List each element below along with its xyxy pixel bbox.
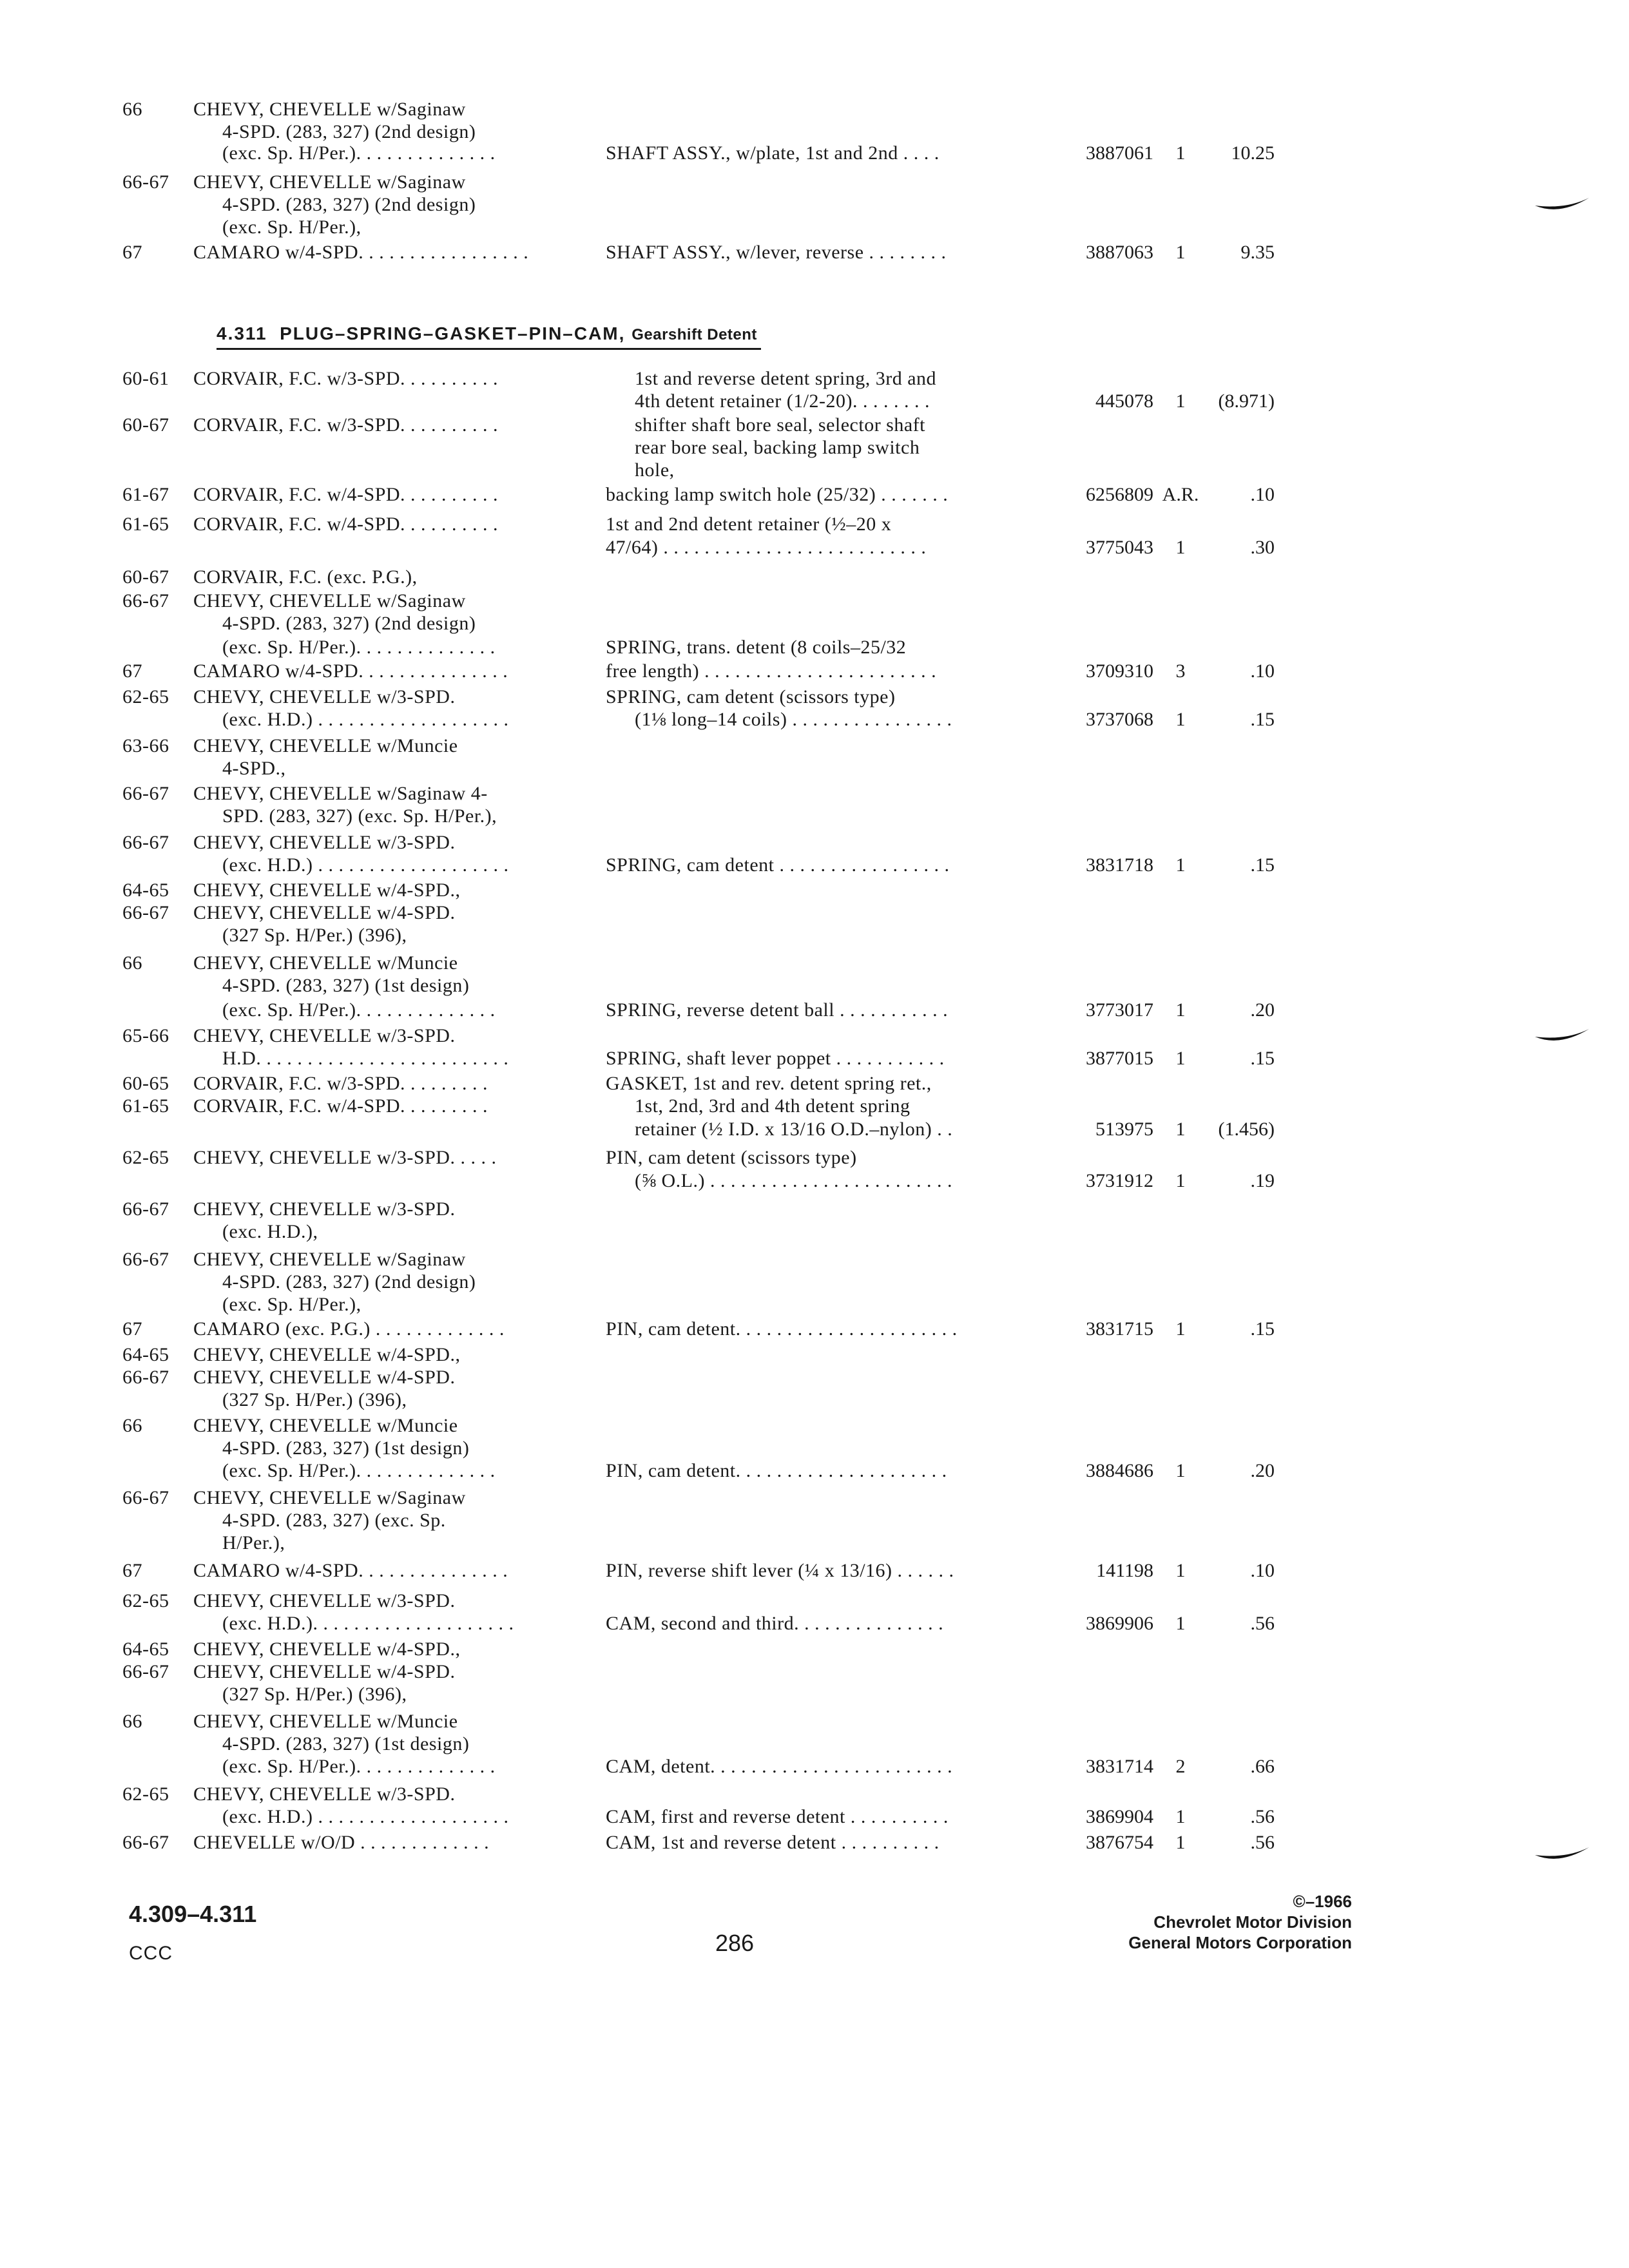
description-cell: 1st, 2nd, 3rd and 4th detent spring (635, 1095, 911, 1117)
price-cell: 10.25 (1231, 142, 1275, 164)
section-heading (217, 320, 761, 350)
table-row (0, 240, 1629, 265)
quantity-cell: 1 (1175, 1613, 1186, 1634)
table-row (0, 1588, 1629, 1614)
application-cell: H/Per.), (222, 1532, 285, 1553)
application-cell: (327 Sp. H/Per.) (396), (222, 925, 407, 946)
year-cell: 60-67 (122, 566, 169, 588)
description-cell: 4th detent retainer (1/2-20). . . . . . . . (635, 390, 930, 412)
application-cell: CHEVY, CHEVELLE w/3-SPD. (193, 1783, 456, 1805)
application-cell: CHEVY, CHEVELLE w/4-SPD., (193, 879, 461, 901)
table-row (0, 1659, 1629, 1685)
application-cell: CHEVY, CHEVELLE w/3-SPD. (193, 686, 456, 707)
year-cell: 61-65 (122, 514, 169, 535)
copyright-block (1128, 1891, 1352, 1953)
quantity-cell: 1 (1175, 537, 1186, 558)
year-cell: 66 (122, 1415, 142, 1436)
table-row (0, 781, 1629, 807)
description-cell: SHAFT ASSY., w/plate, 1st and 2nd . . . . (606, 142, 940, 164)
price-cell: .20 (1250, 1460, 1275, 1481)
part-number-cell: 3737068 (1086, 709, 1153, 730)
table-row (0, 564, 1629, 590)
application-cell: CHEVY, CHEVELLE w/Muncie (193, 1711, 458, 1732)
description-cell: retainer (½ I.D. x 13/16 O.D.–nylon) . . (635, 1119, 953, 1140)
application-cell: CHEVY, CHEVELLE w/4-SPD., (193, 1639, 461, 1660)
table-row (0, 169, 1629, 195)
year-cell: 67 (122, 1318, 142, 1340)
quantity-cell: 1 (1175, 1832, 1186, 1853)
year-cell: 66-67 (122, 832, 169, 853)
part-number-cell: 3877015 (1086, 1048, 1153, 1069)
table-row (0, 535, 1629, 561)
application-cell: 4-SPD., (222, 758, 286, 779)
description-cell: SPRING, reverse detent ball . . . . . . . . . . . (606, 999, 949, 1021)
table-row (0, 1754, 1629, 1780)
application-cell: CAMARO w/4-SPD. . . . . . . . . . . . . . . (193, 660, 508, 682)
description-cell: CAM, detent. . . . . . . . . . . . . . . . . . . . . . . . (606, 1756, 953, 1777)
application-cell: 4-SPD. (283, 327) (2nd design) (222, 121, 476, 142)
quantity-cell: 1 (1175, 1318, 1186, 1340)
page-number: 286 (715, 1930, 755, 1956)
table-row (0, 512, 1629, 537)
table-row (0, 1637, 1629, 1662)
part-number-cell: 3887061 (1086, 142, 1153, 164)
table-row (0, 588, 1629, 614)
description-cell: 1st and 2nd detent retainer (½–20 x (606, 514, 892, 535)
table-row (0, 1782, 1629, 1807)
table-row (0, 1508, 1629, 1533)
year-cell: 62-65 (122, 686, 169, 707)
application-cell: CHEVY, CHEVELLE w/4-SPD. (193, 1367, 456, 1388)
table-row (0, 1485, 1629, 1511)
price-cell: .10 (1250, 1560, 1275, 1581)
copyright-division: Chevrolet Motor Division (1153, 1912, 1352, 1932)
section-subtitle: Gearshift Detent (631, 326, 757, 343)
part-number-cell: 3709310 (1086, 660, 1153, 682)
application-cell: CORVAIR, F.C. w/3-SPD. . . . . . . . . . (193, 368, 499, 389)
application-cell: CHEVY, CHEVELLE w/4-SPD. (193, 902, 456, 923)
quantity-cell: 1 (1175, 242, 1186, 263)
quantity-cell: 1 (1175, 390, 1186, 412)
table-row (0, 1316, 1629, 1342)
table-row (0, 830, 1629, 856)
table-row (0, 635, 1629, 660)
description-cell: PIN, cam detent. . . . . . . . . . . . . . . . . . . . . . (606, 1318, 958, 1340)
binding-mark-icon (1534, 1840, 1592, 1865)
description-cell: (⅝ O.L.) . . . . . . . . . . . . . . . . . . . . . . . . (635, 1170, 952, 1191)
application-cell: (327 Sp. H/Per.) (396), (222, 1684, 407, 1705)
description-cell: CAM, second and third. . . . . . . . . . . . . . . (606, 1613, 944, 1634)
price-cell: .10 (1250, 484, 1275, 505)
price-cell: (1.456) (1218, 1119, 1275, 1140)
quantity-cell: 1 (1175, 1460, 1186, 1481)
table-row (0, 1365, 1629, 1390)
quantity-cell: 1 (1175, 1560, 1186, 1581)
table-row (0, 852, 1629, 878)
application-cell: CHEVY, CHEVELLE w/3-SPD. (193, 1590, 456, 1611)
application-cell: CHEVY, CHEVELLE w/Muncie (193, 735, 458, 756)
description-cell: rear bore seal, backing lamp switch (635, 437, 920, 458)
year-cell: 67 (122, 242, 142, 263)
year-cell: 66-67 (122, 902, 169, 923)
year-cell: 60-67 (122, 414, 169, 436)
description-cell: SPRING, trans. detent (8 coils–25/32 (606, 637, 907, 658)
price-cell: .15 (1250, 1318, 1275, 1340)
application-cell: 4-SPD. (283, 327) (2nd design) (222, 613, 476, 634)
table-row (0, 1709, 1629, 1735)
price-cell: (8.971) (1218, 390, 1275, 412)
application-cell: (exc. Sp. H/Per.), (222, 216, 361, 238)
table-row (0, 366, 1629, 392)
description-cell: free length) . . . . . . . . . . . . . . . . . . . . . . . (606, 660, 937, 682)
application-cell: SPD. (283, 327) (exc. Sp. H/Per.), (222, 805, 497, 827)
year-cell: 62-65 (122, 1147, 169, 1168)
application-cell: CHEVY, CHEVELLE w/4-SPD., (193, 1344, 461, 1365)
application-cell: CHEVY, CHEVELLE w/3-SPD. (193, 1198, 456, 1220)
part-number-cell: 445078 (1095, 390, 1153, 412)
price-cell: .56 (1250, 1806, 1275, 1827)
application-cell: CHEVY, CHEVELLE w/Saginaw (193, 171, 466, 193)
table-row (0, 733, 1629, 759)
part-number-cell: 3731912 (1086, 1170, 1153, 1191)
application-cell: CORVAIR, F.C. (exc. P.G.), (193, 566, 418, 588)
table-row (0, 1046, 1629, 1072)
application-cell: (exc. Sp. H/Per.). . . . . . . . . . . . . . (222, 1756, 496, 1777)
quantity-cell: 1 (1175, 1170, 1186, 1191)
table-row (0, 756, 1629, 782)
table-row (0, 1219, 1629, 1245)
part-number-cell: 3773017 (1086, 999, 1153, 1021)
price-cell: .15 (1250, 854, 1275, 876)
table-row (0, 900, 1629, 926)
table-row (0, 1436, 1629, 1461)
application-cell: (exc. H.D.) . . . . . . . . . . . . . . . . . . . (222, 854, 509, 876)
description-cell: hole, (635, 459, 675, 481)
table-row (0, 412, 1629, 438)
description-cell: SHAFT ASSY., w/lever, reverse . . . . . . . . (606, 242, 947, 263)
application-cell: CHEVY, CHEVELLE w/Muncie (193, 952, 458, 974)
description-cell: PIN, reverse shift lever (¼ x 13/16) . . . . . . (606, 1560, 954, 1581)
year-cell: 67 (122, 1560, 142, 1581)
copyright-corporation: General Motors Corporation (1128, 1933, 1352, 1952)
table-row (0, 1196, 1629, 1222)
application-cell: CHEVY, CHEVELLE w/3-SPD. . . . . (193, 1147, 497, 1168)
application-cell: 4-SPD. (283, 327) (1st design) (222, 975, 470, 996)
section-number: 4.311 (217, 323, 267, 343)
table-row (0, 1611, 1629, 1637)
description-cell: SPRING, cam detent . . . . . . . . . . . . . . . . . (606, 854, 950, 876)
year-cell: 64-65 (122, 879, 169, 901)
price-cell: .10 (1250, 660, 1275, 682)
part-number-cell: 3831714 (1086, 1756, 1153, 1777)
application-cell: (exc. Sp. H/Per.), (222, 1294, 361, 1315)
description-cell: 1st and reverse detent spring, 3rd and (635, 368, 937, 389)
description-cell: CAM, 1st and reverse detent . . . . . . . . . . (606, 1832, 940, 1853)
table-row (0, 389, 1629, 414)
description-cell: (1⅛ long–14 coils) . . . . . . . . . . . . . . . . (635, 709, 952, 730)
application-cell: CHEVY, CHEVELLE w/Saginaw (193, 1487, 466, 1508)
year-cell: 61-65 (122, 1095, 169, 1117)
part-number-cell: 3884686 (1086, 1460, 1153, 1481)
table-row (0, 1530, 1629, 1556)
application-cell: CHEVY, CHEVELLE w/Saginaw (193, 99, 466, 120)
quantity-cell: 1 (1175, 709, 1186, 730)
description-cell: GASKET, 1st and rev. detent spring ret., (606, 1073, 932, 1094)
application-cell: 4-SPD. (283, 327) (exc. Sp. (222, 1510, 446, 1531)
description-cell: shifter shaft bore seal, selector shaft (635, 414, 925, 436)
table-row (0, 97, 1629, 122)
table-row (0, 1247, 1629, 1273)
application-cell: (exc. H.D.). . . . . . . . . . . . . . . . . . . . (222, 1613, 514, 1634)
year-cell: 66-67 (122, 1487, 169, 1508)
application-cell: 4-SPD. (283, 327) (2nd design) (222, 1271, 476, 1293)
quantity-cell: 1 (1175, 1048, 1186, 1069)
application-cell: CHEVY, CHEVELLE w/3-SPD. (193, 1025, 456, 1046)
application-cell: (327 Sp. H/Per.) (396), (222, 1389, 407, 1410)
table-row (0, 215, 1629, 240)
year-cell: 63-66 (122, 735, 169, 756)
year-cell: 60-65 (122, 1073, 169, 1094)
price-cell: .15 (1250, 1048, 1275, 1069)
table-row (0, 997, 1629, 1023)
application-cell: CORVAIR, F.C. w/3-SPD. . . . . . . . . (193, 1073, 488, 1094)
description-cell: CAM, first and reverse detent . . . . . . . . . . (606, 1806, 949, 1827)
application-cell: CAMARO w/4-SPD. . . . . . . . . . . . . . . . . (193, 242, 529, 263)
table-row (0, 878, 1629, 903)
table-row (0, 1292, 1629, 1318)
application-cell: (exc. Sp. H/Per.). . . . . . . . . . . . . . (222, 999, 496, 1021)
quantity-cell: 1 (1175, 1806, 1186, 1827)
table-row (0, 192, 1629, 218)
application-cell: CHEVY, CHEVELLE w/Saginaw (193, 1249, 466, 1270)
application-cell: (exc. H.D.) . . . . . . . . . . . . . . . . . . . (222, 1806, 509, 1827)
price-cell: .56 (1250, 1832, 1275, 1853)
year-cell: 60-61 (122, 368, 169, 389)
application-cell: 4-SPD. (283, 327) (1st design) (222, 1437, 470, 1459)
application-cell: 4-SPD. (283, 327) (2nd design) (222, 194, 476, 215)
part-number-cell: 3887063 (1086, 242, 1153, 263)
description-cell: 47/64) . . . . . . . . . . . . . . . . . . . . . . . . . . (606, 537, 927, 558)
section-title: PLUG–SPRING–GASKET–PIN–CAM, (280, 323, 626, 343)
binding-mark-icon (1534, 190, 1592, 216)
year-cell: 66-67 (122, 783, 169, 804)
section-range: 4.309–4.311 (129, 1901, 257, 1927)
table-row (0, 140, 1629, 166)
table-row (0, 950, 1629, 976)
year-cell: 64-65 (122, 1639, 169, 1660)
table-row (0, 1731, 1629, 1757)
application-cell: CORVAIR, F.C. w/4-SPD. . . . . . . . . . (193, 484, 499, 505)
application-cell: (exc. Sp. H/Per.). . . . . . . . . . . . . . (222, 1460, 496, 1481)
application-cell: CHEVY, CHEVELLE w/Muncie (193, 1415, 458, 1436)
year-cell: 66-67 (122, 1367, 169, 1388)
application-cell: CORVAIR, F.C. w/4-SPD. . . . . . . . . . (193, 514, 499, 535)
part-number-cell: 3869906 (1086, 1613, 1153, 1634)
table-row (0, 457, 1629, 483)
year-cell: 66-67 (122, 1661, 169, 1682)
table-row (0, 803, 1629, 829)
table-row (0, 611, 1629, 637)
table-row (0, 1830, 1629, 1856)
price-cell: .66 (1250, 1756, 1275, 1777)
quantity-cell: 3 (1175, 660, 1186, 682)
application-cell: (exc. Sp. H/Per.). . . . . . . . . . . . . . (222, 142, 496, 164)
price-cell: 9.35 (1240, 242, 1275, 263)
quantity-cell: 1 (1175, 854, 1186, 876)
table-row (0, 1168, 1629, 1194)
table-row (0, 482, 1629, 508)
table-row (0, 1023, 1629, 1049)
year-cell: 62-65 (122, 1590, 169, 1611)
table-row (0, 1458, 1629, 1484)
table-row (0, 658, 1629, 684)
application-cell: H.D. . . . . . . . . . . . . . . . . . . . . . . . . (222, 1048, 509, 1069)
part-number-cell: 513975 (1095, 1119, 1153, 1140)
year-cell: 62-65 (122, 1783, 169, 1805)
table-row (0, 1804, 1629, 1830)
quantity-cell: A.R. (1162, 484, 1199, 505)
year-cell: 66-67 (122, 171, 169, 193)
year-cell: 64-65 (122, 1344, 169, 1365)
table-row (0, 1145, 1629, 1171)
description-cell: PIN, cam detent (scissors type) (606, 1147, 857, 1168)
year-cell: 66 (122, 952, 142, 974)
year-cell: 66-67 (122, 1249, 169, 1270)
table-row (0, 1117, 1629, 1142)
part-number-cell: 3869904 (1086, 1806, 1153, 1827)
description-cell: SPRING, cam detent (scissors type) (606, 686, 896, 707)
year-cell: 66 (122, 1711, 142, 1732)
part-number-cell: 141198 (1096, 1560, 1153, 1581)
table-row (0, 1682, 1629, 1707)
price-cell: .15 (1250, 709, 1275, 730)
table-row (0, 1558, 1629, 1584)
year-cell: 66 (122, 99, 142, 120)
copyright-year: ©–1966 (1293, 1892, 1352, 1911)
application-cell: CHEVY, CHEVELLE w/Saginaw (193, 590, 466, 611)
table-row (0, 973, 1629, 999)
table-row (0, 684, 1629, 710)
application-cell: CORVAIR, F.C. w/4-SPD. . . . . . . . . (193, 1095, 488, 1117)
description-cell: SPRING, shaft lever poppet . . . . . . . . . . . (606, 1048, 945, 1069)
part-number-cell: 3876754 (1086, 1832, 1153, 1853)
application-cell: CHEVY, CHEVELLE w/3-SPD. (193, 832, 456, 853)
application-cell: CAMARO (exc. P.G.) . . . . . . . . . . . . . (193, 1318, 505, 1340)
application-cell: CHEVELLE w/O/D . . . . . . . . . . . . . (193, 1832, 490, 1853)
application-cell: (exc. Sp. H/Per.). . . . . . . . . . . . . . (222, 637, 496, 658)
description-cell: backing lamp switch hole (25/32) . . . . . . . (606, 484, 949, 505)
binding-mark-icon (1534, 1021, 1592, 1047)
price-cell: .56 (1250, 1613, 1275, 1634)
quantity-cell: 2 (1175, 1756, 1186, 1777)
table-row (0, 923, 1629, 948)
price-cell: .19 (1250, 1170, 1275, 1191)
catalog-code: CCC (129, 1943, 173, 1964)
year-cell: 66-67 (122, 1198, 169, 1220)
part-number-cell: 6256809 (1086, 484, 1153, 505)
application-cell: CORVAIR, F.C. w/3-SPD. . . . . . . . . . (193, 414, 499, 436)
table-row (0, 707, 1629, 733)
quantity-cell: 1 (1175, 999, 1186, 1021)
table-row (0, 1342, 1629, 1368)
quantity-cell: 1 (1175, 142, 1186, 164)
application-cell: 4-SPD. (283, 327) (1st design) (222, 1733, 470, 1754)
year-cell: 61-67 (122, 484, 169, 505)
application-cell: (exc. H.D.) . . . . . . . . . . . . . . . . . . . (222, 709, 509, 730)
year-cell: 66-67 (122, 1832, 169, 1853)
year-cell: 65-66 (122, 1025, 169, 1046)
part-number-cell: 3831715 (1086, 1318, 1153, 1340)
table-row (0, 435, 1629, 461)
table-row (0, 1071, 1629, 1097)
table-row (0, 1093, 1629, 1119)
application-cell: CHEVY, CHEVELLE w/Saginaw 4- (193, 783, 488, 804)
price-cell: .30 (1250, 537, 1275, 558)
year-cell: 67 (122, 660, 142, 682)
year-cell: 66-67 (122, 590, 169, 611)
application-cell: CAMARO w/4-SPD. . . . . . . . . . . . . . . (193, 1560, 508, 1581)
table-row (0, 1269, 1629, 1295)
price-cell: .20 (1250, 999, 1275, 1021)
part-number-cell: 3775043 (1086, 537, 1153, 558)
part-number-cell: 3831718 (1086, 854, 1153, 876)
quantity-cell: 1 (1175, 1119, 1186, 1140)
table-row (0, 1413, 1629, 1439)
application-cell: (exc. H.D.), (222, 1221, 318, 1242)
table-row (0, 1387, 1629, 1413)
description-cell: PIN, cam detent. . . . . . . . . . . . . . . . . . . . . (606, 1460, 947, 1481)
application-cell: CHEVY, CHEVELLE w/4-SPD. (193, 1661, 456, 1682)
